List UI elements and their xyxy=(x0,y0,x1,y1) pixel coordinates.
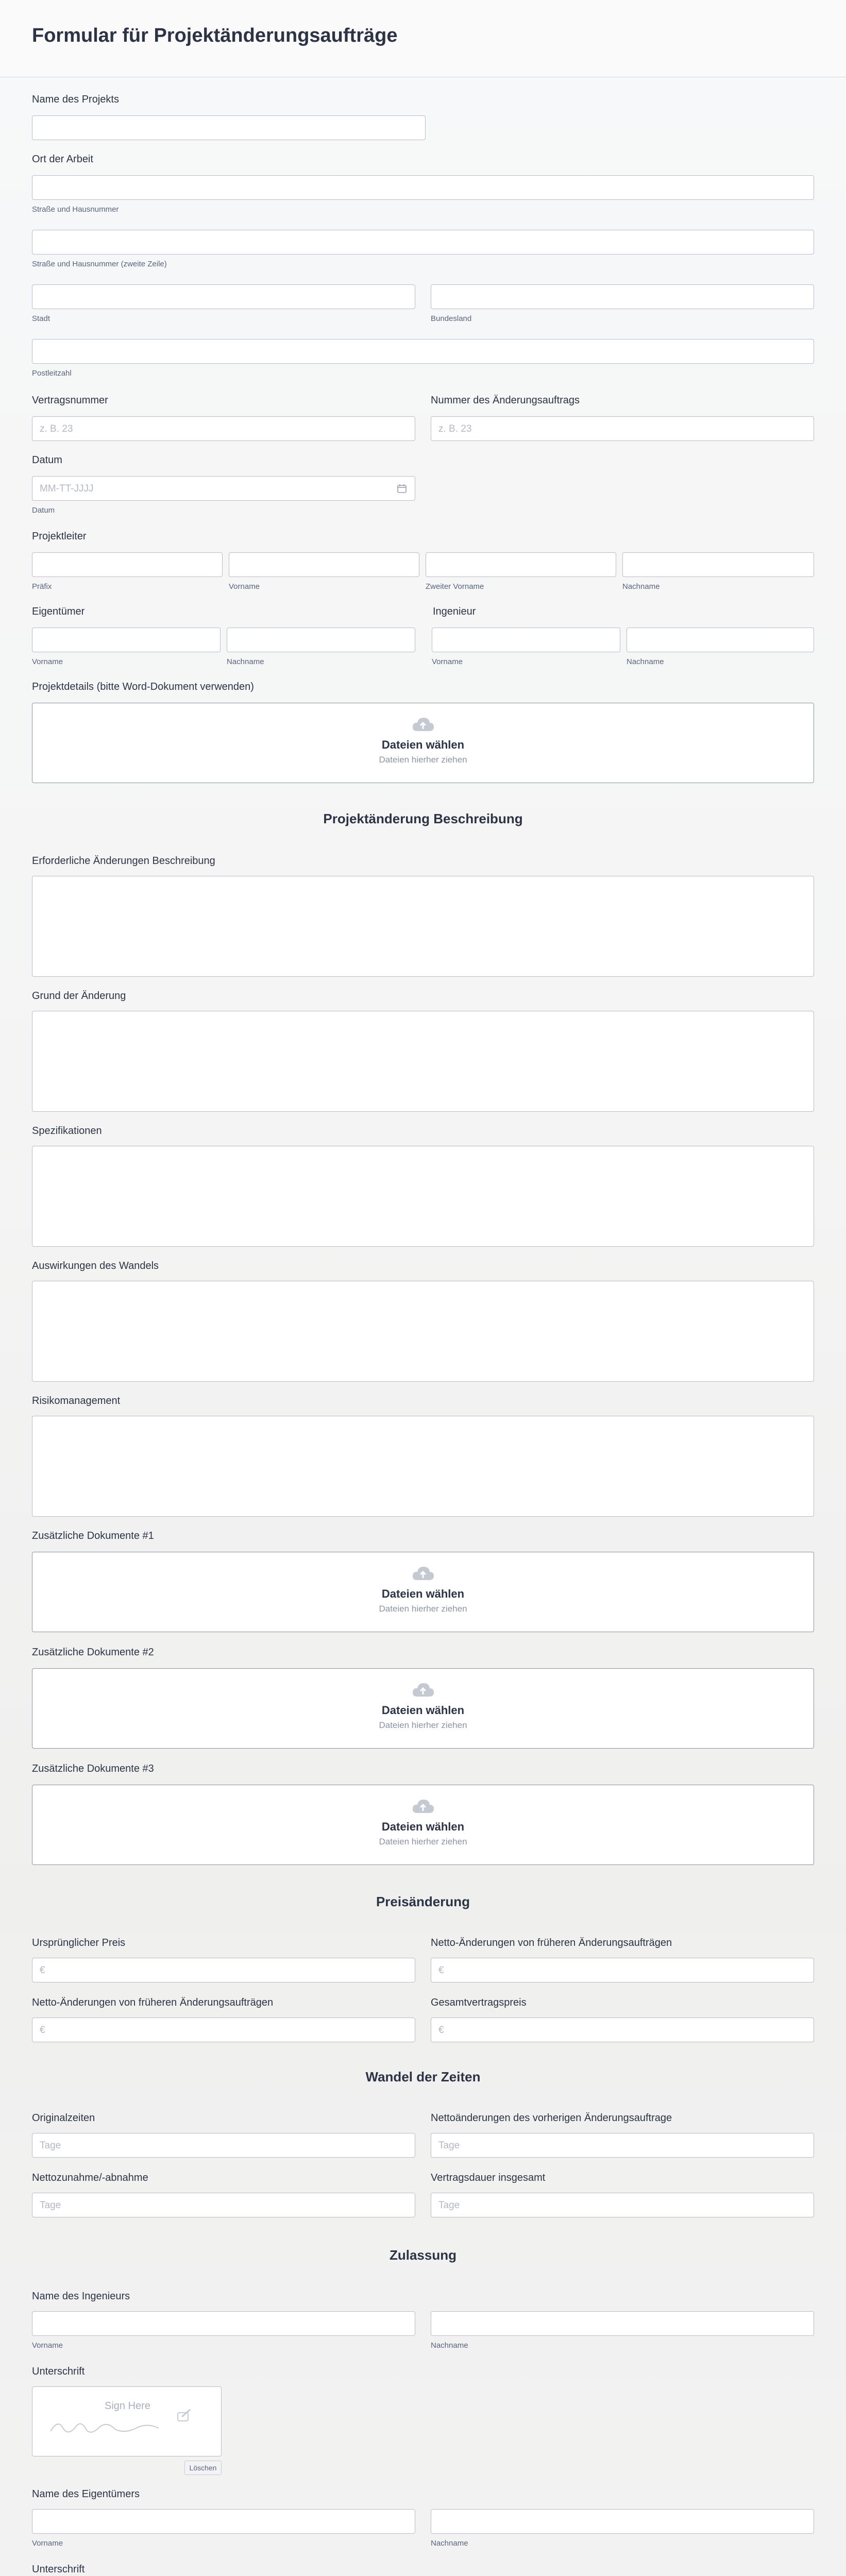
engineer-first-name-input-2[interactable] xyxy=(32,2311,415,2336)
section-time-change: Wandel der Zeiten xyxy=(365,2069,481,2084)
street2-input[interactable] xyxy=(32,230,814,255)
contract-number-input[interactable]: z. B. 23 xyxy=(32,416,415,441)
pen-icon xyxy=(175,2408,192,2425)
reason-textarea[interactable] xyxy=(32,1011,814,1112)
owner-first-name-sublabel: Vorname xyxy=(32,657,63,666)
calendar-icon[interactable] xyxy=(397,483,407,494)
specifications-label: Spezifikationen xyxy=(32,1125,102,1137)
date-label: Datum xyxy=(32,454,62,466)
docs2-label: Zusätzliche Dokumente #2 xyxy=(32,1647,154,1658)
impacts-label: Auswirkungen des Wandels xyxy=(32,1260,159,1272)
net-changes-prior-label: Netto-Änderungen von früheren Änderungsaufträgen xyxy=(431,1937,672,1948)
net-changes-prior2-label: Netto-Änderungen von früheren Änderungsaufträgen xyxy=(32,1997,274,2008)
zip-sublabel: Postleitzahl xyxy=(32,369,72,378)
net-changes-prior-input[interactable]: € xyxy=(431,1958,814,1982)
docs1-label: Zusätzliche Dokumente #1 xyxy=(32,1530,154,1541)
form-header xyxy=(0,0,846,77)
owner-name-label: Name des Eigentümers xyxy=(32,2488,140,2500)
state-input[interactable] xyxy=(431,284,814,309)
lead-middle-name-sublabel: Zweiter Vorname xyxy=(426,582,484,591)
lead-middle-name-input[interactable] xyxy=(426,552,616,577)
city-input[interactable] xyxy=(32,284,415,309)
upload-choose-text: Dateien wählen xyxy=(381,1587,465,1600)
docs1-upload[interactable] xyxy=(32,1552,814,1632)
date-input[interactable] xyxy=(32,476,415,501)
upload-drag-text: Dateien hierher ziehen xyxy=(379,1604,467,1614)
street2-sublabel: Straße und Hausnummer (zweite Zeile) xyxy=(32,260,167,268)
project-details-upload[interactable] xyxy=(32,703,814,783)
section-change-description: Projektänderung Beschreibung xyxy=(323,811,523,826)
upload-drag-text: Dateien hierher ziehen xyxy=(379,1837,467,1846)
section-approval: Zulassung xyxy=(389,2247,456,2263)
total-contract-duration-label: Vertragsdauer insgesamt xyxy=(431,2172,546,2183)
project-details-label: Projektdetails (bitte Word-Dokument verwenden) xyxy=(32,681,254,692)
upload-choose-text: Dateien wählen xyxy=(381,1820,465,1833)
docs3-upload[interactable] xyxy=(32,1785,814,1865)
original-price-label: Ursprünglicher Preis xyxy=(32,1937,126,1948)
sign-here-text: Sign Here xyxy=(105,2400,150,2412)
engineer-first-name-input[interactable] xyxy=(432,628,620,652)
net-changes-prior2-input[interactable]: € xyxy=(32,2018,415,2042)
net-changes-previous-input[interactable]: Tage xyxy=(431,2133,814,2158)
date-sublabel: Datum xyxy=(32,506,55,515)
cloud-upload-icon xyxy=(411,1798,435,1815)
cloud-upload-icon xyxy=(411,716,435,733)
zip-input[interactable] xyxy=(32,339,814,364)
owner-last-name-input-2[interactable] xyxy=(431,2509,814,2534)
total-contract-duration-input[interactable]: Tage xyxy=(431,2193,814,2217)
original-time-label: Originalzeiten xyxy=(32,2112,95,2124)
upload-drag-text: Dateien hierher ziehen xyxy=(379,1720,467,1730)
reason-label: Grund der Änderung xyxy=(32,990,126,1002)
street-sublabel: Straße und Hausnummer xyxy=(32,205,119,214)
owner-label: Eigentümer xyxy=(32,606,85,617)
signature-label: Unterschrift xyxy=(32,2564,85,2575)
contract-number-label: Vertragsnummer xyxy=(32,395,108,406)
state-sublabel: Bundesland xyxy=(431,314,472,323)
cloud-upload-icon xyxy=(411,1681,435,1699)
owner-first-name-input[interactable] xyxy=(32,628,221,652)
original-price-input[interactable]: € xyxy=(32,1958,415,1982)
engineer-last-sublabel: Nachname xyxy=(431,2341,468,2350)
date-placeholder: MM-TT-JJJJ xyxy=(40,483,94,494)
total-contract-price-input[interactable]: € xyxy=(431,2018,814,2042)
signature-scribble-icon xyxy=(48,2416,161,2436)
lead-last-name-sublabel: Nachname xyxy=(622,582,660,591)
docs3-label: Zusätzliche Dokumente #3 xyxy=(32,1763,154,1774)
engineer-first-name-sublabel: Vorname xyxy=(432,657,463,666)
upload-choose-text: Dateien wählen xyxy=(381,738,465,751)
total-contract-price-label: Gesamtvertragspreis xyxy=(431,1997,527,2008)
risk-textarea[interactable] xyxy=(32,1416,814,1517)
net-increase-input[interactable]: Tage xyxy=(32,2193,415,2217)
project-name-label: Name des Projekts xyxy=(32,94,119,105)
change-order-number-input[interactable]: z. B. 23 xyxy=(431,416,814,441)
form-title: Formular für Projektänderungsaufträge xyxy=(32,25,398,46)
lead-first-name-input[interactable] xyxy=(229,552,419,577)
risk-label: Risikomanagement xyxy=(32,1395,121,1406)
project-lead-label: Projektleiter xyxy=(32,531,87,542)
upload-drag-text: Dateien hierher ziehen xyxy=(379,755,467,765)
owner-last-name-input[interactable] xyxy=(227,628,415,652)
required-changes-textarea[interactable] xyxy=(32,876,814,977)
signature-label: Unterschrift xyxy=(32,2366,85,2377)
section-price-change: Preisänderung xyxy=(376,1894,470,1909)
lead-first-name-sublabel: Vorname xyxy=(229,582,260,591)
original-time-input[interactable]: Tage xyxy=(32,2133,415,2158)
cloud-upload-icon xyxy=(411,1565,435,1582)
engineer-label: Ingenieur xyxy=(433,606,476,617)
upload-choose-text: Dateien wählen xyxy=(381,1704,465,1717)
owner-first-sublabel: Vorname xyxy=(32,2539,63,2548)
net-increase-label: Nettozunahme/-abnahme xyxy=(32,2172,148,2183)
lead-prefix-input[interactable] xyxy=(32,552,223,577)
required-changes-label: Erforderliche Änderungen Beschreibung xyxy=(32,855,215,867)
change-order-number-label: Nummer des Änderungsauftrags xyxy=(431,395,580,406)
city-sublabel: Stadt xyxy=(32,314,50,323)
clear-signature-button[interactable]: Löschen xyxy=(184,2461,222,2475)
docs2-upload[interactable] xyxy=(32,1668,814,1749)
lead-prefix-sublabel: Präfix xyxy=(32,582,52,591)
owner-last-name-sublabel: Nachname xyxy=(227,657,264,666)
engineer-first-sublabel: Vorname xyxy=(32,2341,63,2350)
impacts-textarea[interactable] xyxy=(32,1281,814,1382)
signature-pad[interactable] xyxy=(32,2386,222,2456)
engineer-last-name-sublabel: Nachname xyxy=(627,657,664,666)
owner-first-name-input-2[interactable] xyxy=(32,2509,415,2534)
project-name-input[interactable] xyxy=(32,115,426,140)
net-changes-previous-label: Nettoänderungen des vorherigen Änderungsauftrage xyxy=(431,2112,672,2124)
engineer-last-name-input[interactable] xyxy=(627,628,814,652)
street-input[interactable] xyxy=(32,175,814,200)
owner-last-sublabel: Nachname xyxy=(431,2539,468,2548)
lead-last-name-input[interactable] xyxy=(622,552,814,577)
engineer-name-label: Name des Ingenieurs xyxy=(32,2291,130,2302)
specifications-textarea[interactable] xyxy=(32,1146,814,1247)
engineer-last-name-input-2[interactable] xyxy=(431,2311,814,2336)
work-location-label: Ort der Arbeit xyxy=(32,154,93,165)
